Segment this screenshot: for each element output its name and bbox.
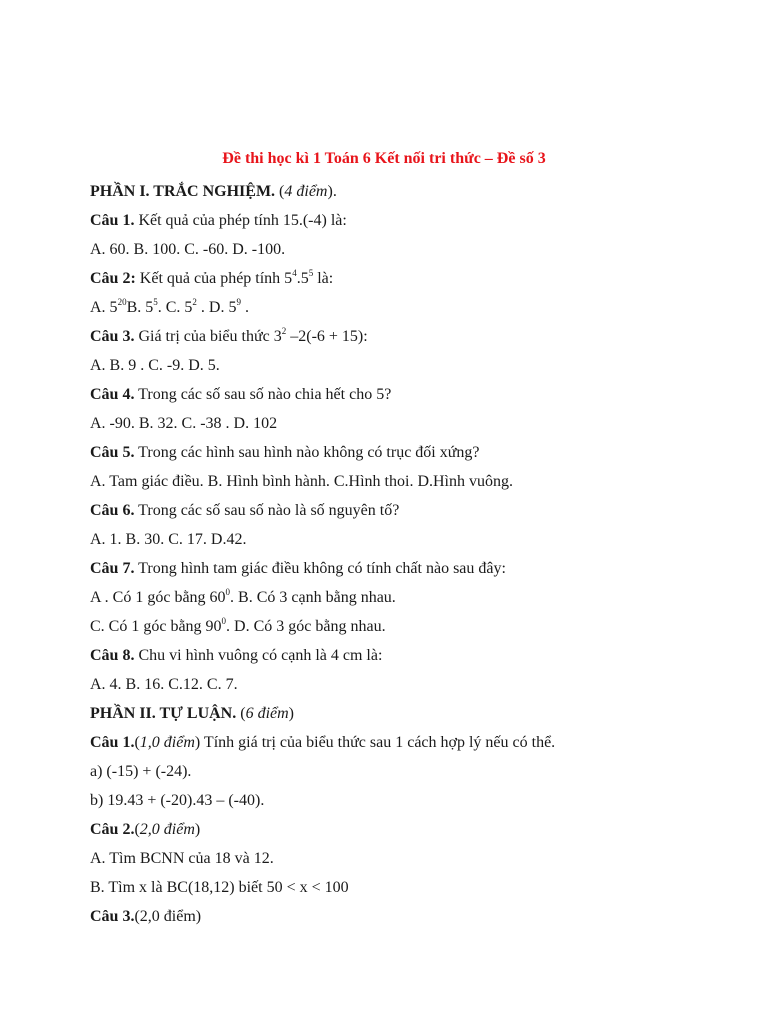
question-1-options: A. 60. B. 100. C. -60. D. -100. <box>90 241 286 258</box>
essay-2-b: B. Tìm x là BC(18,12) biết 50 < x < 100 <box>90 879 349 896</box>
question-2: Câu 2: Kết quả của phép tính $5^4.5^5$ là: <box>90 268 334 287</box>
question-2-options: A. $5^{20}B$. $5^5$. C. $5^2$ . D. $5^9$ . <box>90 297 249 316</box>
question-4: Câu 4. Trong các số sau số nào chia hết cho 5? <box>90 386 392 403</box>
essay-3: Câu 3.(2,0 điểm) <box>90 908 202 925</box>
exam-title: Đề thi học kì 1 Toán 6 Kết nối tri thức – Đề số 3 <box>222 150 546 167</box>
essay-1-b: b) 19.43 + (-20).43 – (-40). <box>90 792 265 809</box>
question-3: Câu 3. Giá trị của biểu thức $3^2$ –2(-6 + 15): <box>90 326 368 345</box>
question-6: Câu 6. Trong các số sau số nào là số nguyên tố? <box>90 502 400 519</box>
question-7-options-1: A . Có 1 góc bằng $60^0$. B. Có 3 cạnh bằng nhau. <box>90 587 396 606</box>
essay-2-a: A. Tìm BCNN của 18 và 12. <box>90 850 274 867</box>
part2-heading: PHẦN II. TỰ LUẬN. (6 điểm) <box>90 705 294 722</box>
question-5-options: A. Tam giác điều. B. Hình bình hành. C.Hình thoi. D.Hình vuông. <box>90 473 513 490</box>
essay-1-a: a) (-15) + (-24). <box>90 763 192 780</box>
question-7-options-2: C. Có 1 góc bằng $90^0$. D. Có 3 góc bằng nhau. <box>90 616 386 635</box>
question-1: Câu 1. Kết quả của phép tính 15.(-4) là: <box>90 212 347 229</box>
question-4-options: A. -90. B. 32. C. -38 . D. 102 <box>90 415 278 432</box>
question-6-options: A. 1. B. 30. C. 17. D.42. <box>90 531 247 548</box>
question-5: Câu 5. Trong các hình sau hình nào không có trục đối xứng? <box>90 444 480 461</box>
essay-1: Câu 1.(1,0 điểm) Tính giá trị của biểu thức sau 1 cách hợp lý nếu có thể. <box>90 734 556 751</box>
essay-2: Câu 2.(2,0 điểm) <box>90 821 201 838</box>
question-7: Câu 7. Trong hình tam giác điều không có tính chất nào sau đây: <box>90 560 506 577</box>
question-8: Câu 8. Chu vi hình vuông có cạnh là 4 cm là: <box>90 647 383 664</box>
exam-content <box>90 177 728 931</box>
question-8-options: A. 4. B. 16. C.12. C. 7. <box>90 676 238 693</box>
question-3-options: A. B. 9 . C. -9. D. 5. <box>90 357 220 374</box>
part1-heading: PHẦN I. TRẮC NGHIỆM. (4 điểm). <box>90 183 337 200</box>
